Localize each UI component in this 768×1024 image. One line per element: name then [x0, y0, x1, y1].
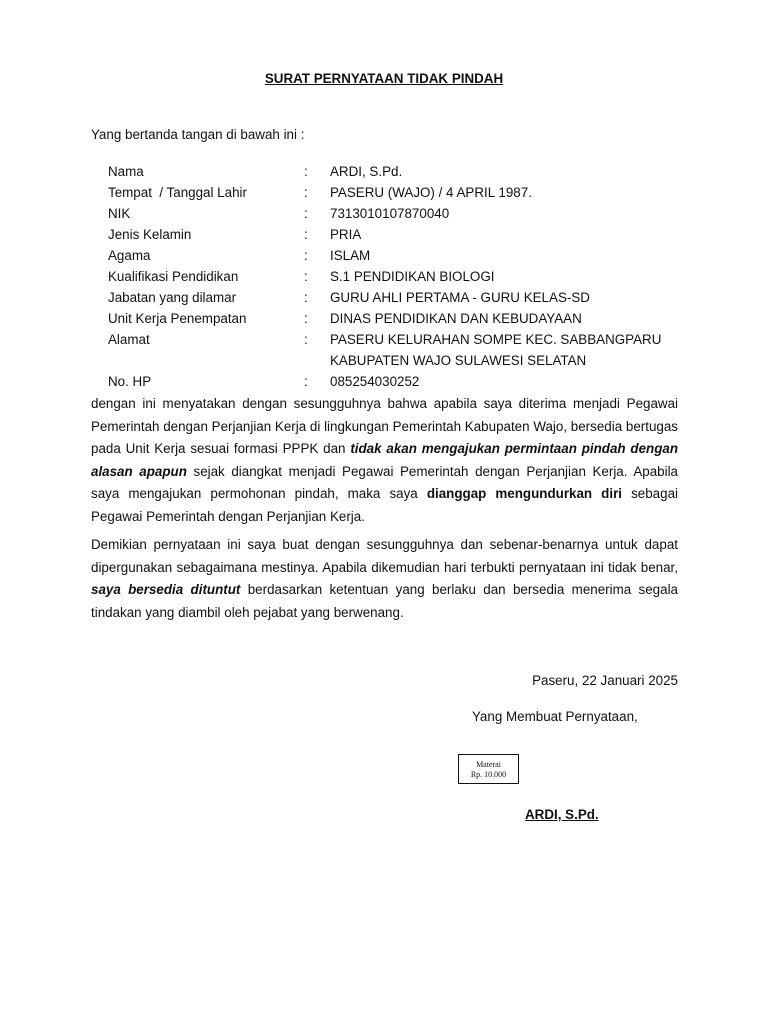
duty-stamp-box [458, 754, 519, 784]
field-row-name [108, 161, 675, 182]
field-colon: : [304, 269, 308, 284]
field-label: Nama [108, 164, 144, 179]
field-value: 085254030252 [330, 374, 420, 389]
field-value: PASERU (WAJO) / 4 APRIL 1987. [330, 185, 532, 200]
intro-text: Yang bertanda tangan di bawah ini : [91, 127, 305, 142]
paragraph-text: dengan ini menyatakan dengan sesungguhnya bahwa apabila saya diterima menjadi Pegawai Pemerintah dengan Perjanjian Kerja di lingkungan Pemerintah Kabupaten Wajo, bersedia bertugas pada Unit Kerja sesuai formasi PPPK dan [91, 396, 678, 456]
field-value: PRIA [330, 227, 362, 242]
paragraph-text: Demikian pernyataan ini saya buat dengan sesungguhnya dan sebenar-benarnya untuk dapat dipergunakan sebagaimana mestinya. Apabila dikemudian hari terbukti pernyataan ini tidak benar, [91, 537, 678, 575]
paragraph-text: berdasarkan ketentuan yang berlaku dan bersedia menerima segala tindakan yang diambil oleh pejabat yang berwenang. [91, 582, 678, 620]
statement-paragraph [91, 393, 678, 528]
field-value: 7313010107870040 [330, 206, 450, 221]
identity-fields [108, 161, 675, 392]
field-colon: : [304, 164, 308, 179]
field-value: PASERU KELURAHAN SOMPE KEC. SABBANGPARU KABUPATEN WAJO SULAWESI SELATAN [330, 332, 662, 368]
closing-paragraph [91, 534, 678, 624]
field-value: GURU AHLI PERTAMA - GURU KELAS-SD [330, 290, 590, 305]
field-value: S.1 PENDIDIKAN BIOLOGI [330, 269, 495, 284]
document-title: SURAT PERNYATAAN TIDAK PINDAH [264, 71, 504, 86]
field-value: ISLAM [330, 248, 371, 263]
emphasis-text: saya bersedia dituntut [91, 582, 241, 597]
field-colon: : [304, 290, 308, 305]
field-label: No. HP [108, 374, 152, 389]
field-row-education [108, 266, 675, 287]
field-label: Alamat [108, 332, 150, 347]
signer-label: Yang Membuat Pernyataan, [472, 709, 638, 724]
field-row-position [108, 287, 675, 308]
field-colon: : [304, 374, 308, 389]
field-row-work-unit [108, 308, 675, 329]
field-label: Jenis Kelamin [108, 227, 192, 242]
field-label: NIK [108, 206, 131, 221]
field-colon: : [304, 227, 308, 242]
field-colon: : [304, 248, 308, 263]
signer-name: ARDI, S.Pd. [525, 807, 599, 822]
field-row-gender [108, 224, 675, 245]
statement-body [91, 393, 678, 630]
place-date: Paseru, 22 Januari 2025 [532, 673, 678, 688]
stamp-line: Rp. 10.000 [470, 770, 507, 779]
emphasis-text: tidak akan mengajukan permintaan pindah dengan alasan apapun [91, 441, 679, 479]
field-colon: : [304, 332, 308, 347]
field-row-address [108, 329, 675, 371]
field-label: Agama [108, 248, 151, 263]
paragraph-text: sejak diangkat menjadi Pegawai Pemerintah dengan Perjanjian Kerja. Apabila saya mengajukan permohonan pindah, maka saya [91, 463, 678, 501]
field-row-religion [108, 245, 675, 266]
field-row-nik [108, 203, 675, 224]
stamp-line: Materai [476, 760, 501, 769]
field-row-phone [108, 371, 675, 392]
field-colon: : [304, 185, 308, 200]
field-row-birth [108, 182, 675, 203]
field-colon: : [304, 206, 308, 221]
field-value: ARDI, S.Pd. [330, 164, 403, 179]
paragraph-text: sebagai Pegawai Pemerintah dengan Perjanjian Kerja. [91, 486, 678, 524]
field-colon: : [304, 311, 308, 326]
field-label: Unit Kerja Penempatan [108, 311, 247, 326]
field-label: Kualifikasi Pendidikan [108, 269, 239, 284]
field-label: Jabatan yang dilamar [108, 290, 237, 305]
field-label: Tempat / Tanggal Lahir [108, 185, 247, 200]
field-value: DINAS PENDIDIKAN DAN KEBUDAYAAN [330, 311, 582, 326]
emphasis-text: dianggap mengundurkan diri [426, 486, 623, 501]
